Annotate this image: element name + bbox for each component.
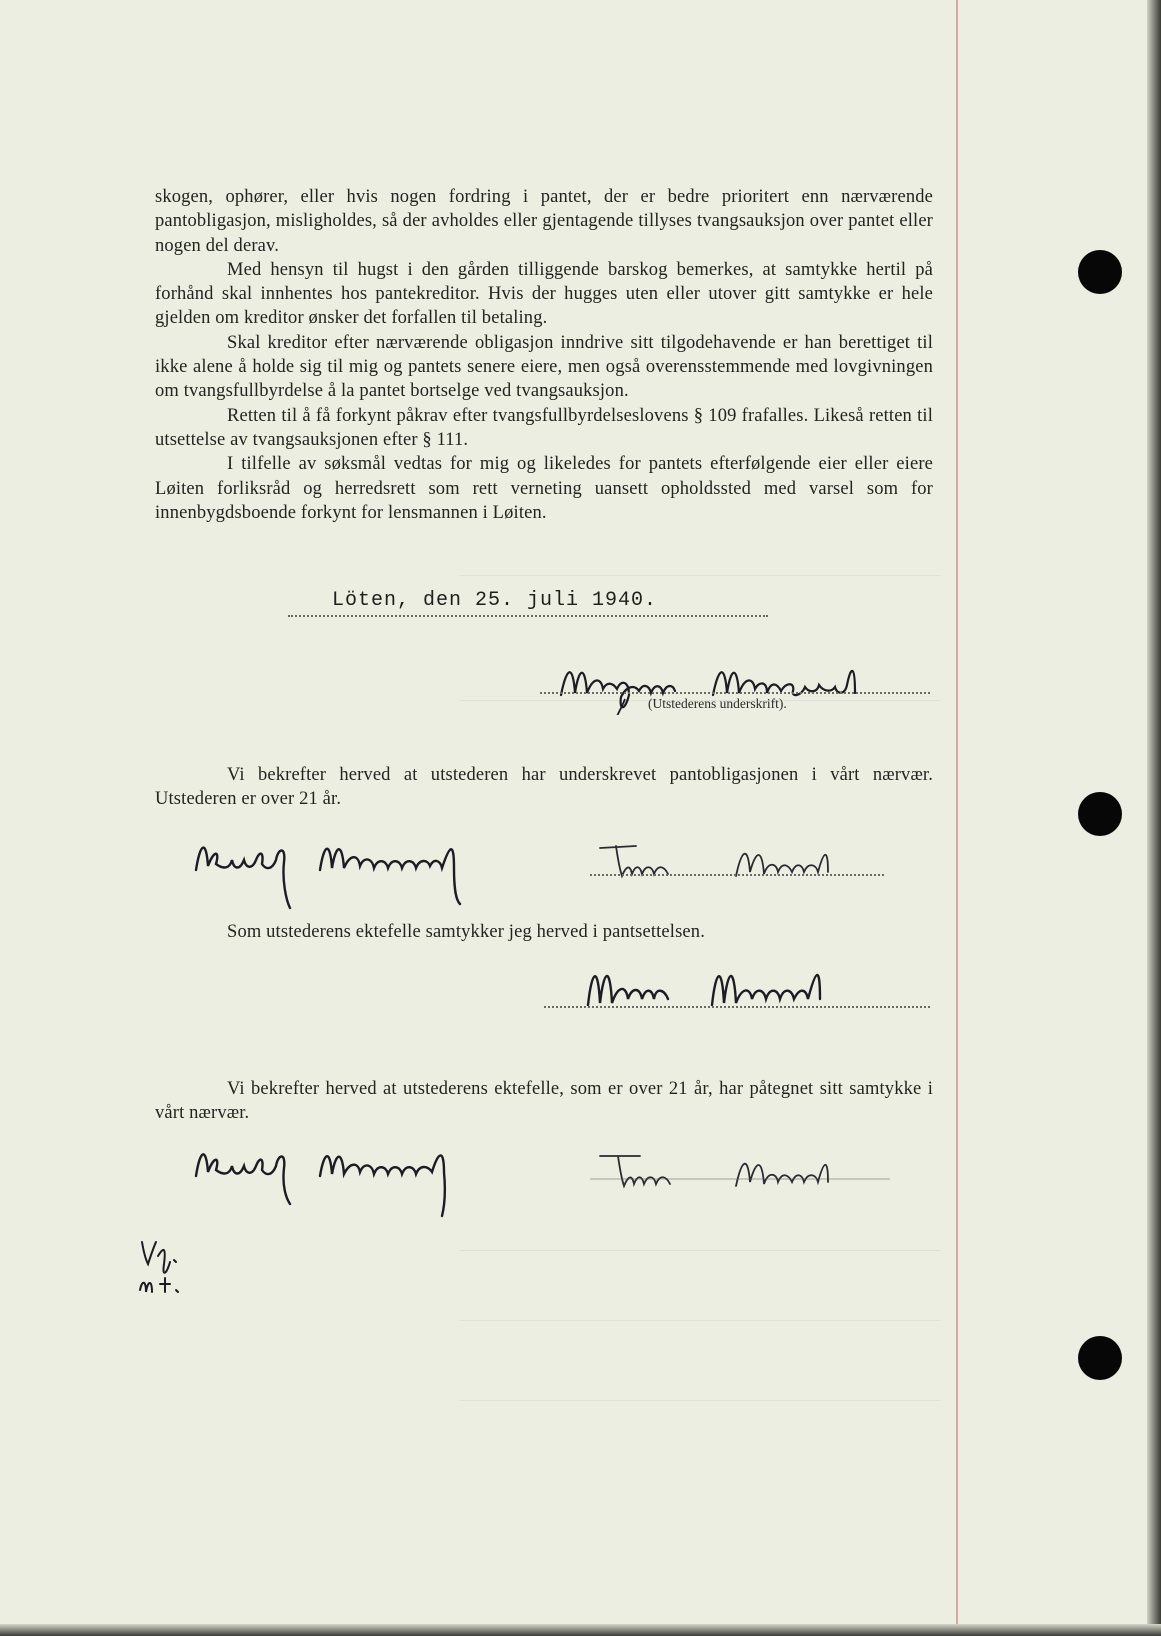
spouse-consent: [155, 920, 933, 944]
bleed-through: [460, 1250, 940, 1251]
witness-statement-text: Vi bekrefter herved at utstederen har underskrevet pantobligasjonen i vårt nærvær. Utstederen er over 21 år.: [155, 765, 933, 810]
issuer-caption: (Utstederens underskrift).: [648, 696, 787, 711]
punch-hole: [1078, 792, 1122, 836]
punch-hole: [1078, 250, 1122, 294]
issuer-signature-line: [540, 690, 930, 694]
paragraph: Med hensyn til hugst i den gården tilliggende barskog bemerkes, at samtykke hertil på forhånd skal innhentes hos pantekreditor. Hvis der hugges uten eller utover gitt samtykke er hele gjelden om kreditor ønsker det forfallen til betaling.: [155, 259, 933, 329]
punch-hole: [1078, 1336, 1122, 1380]
paragraph: I tilfelle av søksmål vedtas for mig og likeledes for pantets efterfølgende eier eller eiere Løiten forliksråd og herredsrett som rett verneting uansett opholdssted med varsel som for innenbygdsboende forkynt for lensmannen i Løiten.: [155, 454, 933, 523]
scan-border: [0, 1624, 1161, 1636]
paragraph: skogen, ophører, eller hvis nogen fordring i pantet, der er bedre prioritert enn nærværende pantobligasjon, misligholdes, så der avholdes eller gjentagende tillyses tvangsauksjon over pantet eller nogen del derav.: [155, 187, 933, 256]
marginal-initials: [136, 1234, 216, 1304]
spouse-witness-statement-text: Vi bekrefter herved at utstederens ektefelle, som er over 21 år, har påtegnet sitt samtykke i vårt nærvær.: [155, 1079, 933, 1124]
margin-rule: [956, 0, 958, 1636]
spouse-witness-signature-line: [590, 1176, 890, 1180]
spouse-consent-text: Som utstederens ektefelle samtykker jeg herved i pantsettelsen.: [227, 922, 705, 942]
witness-statement: [155, 763, 933, 812]
spouse-witness-1-signature: [192, 1138, 532, 1218]
witness-2-signature: [596, 836, 896, 886]
place-date: Löten, den 25. juli 1940.: [332, 589, 658, 612]
paragraph: Skal kreditor efter nærværende obligasjon inndrive sitt tilgodehavende er han berettiget til ikke alene å holde sig til mig og pantets senere eiere, men også overensstemmende med lovgivningen om tvangsfullbyrdelse å la pantet bortselge ved tvangsauksjon.: [155, 332, 933, 402]
spouse-signature-line: [544, 1004, 930, 1008]
witness-signature-line: [590, 872, 884, 876]
bleed-through: [460, 1400, 940, 1401]
witness-1-signature: [192, 830, 562, 910]
scan-border: [1147, 0, 1161, 1636]
bleed-through: [460, 1320, 940, 1321]
spouse-witness-2-signature: [596, 1146, 896, 1196]
paragraph: Retten til å få forkynt påkrav efter tvangsfullbyrdelseslovens § 109 frafalles. Likeså retten til utsettelse av tvangsauksjonen efter § 111.: [155, 405, 933, 450]
mortgage-terms: [155, 185, 933, 525]
bleed-through: [460, 575, 940, 576]
spouse-witness-statement: [155, 1077, 933, 1126]
